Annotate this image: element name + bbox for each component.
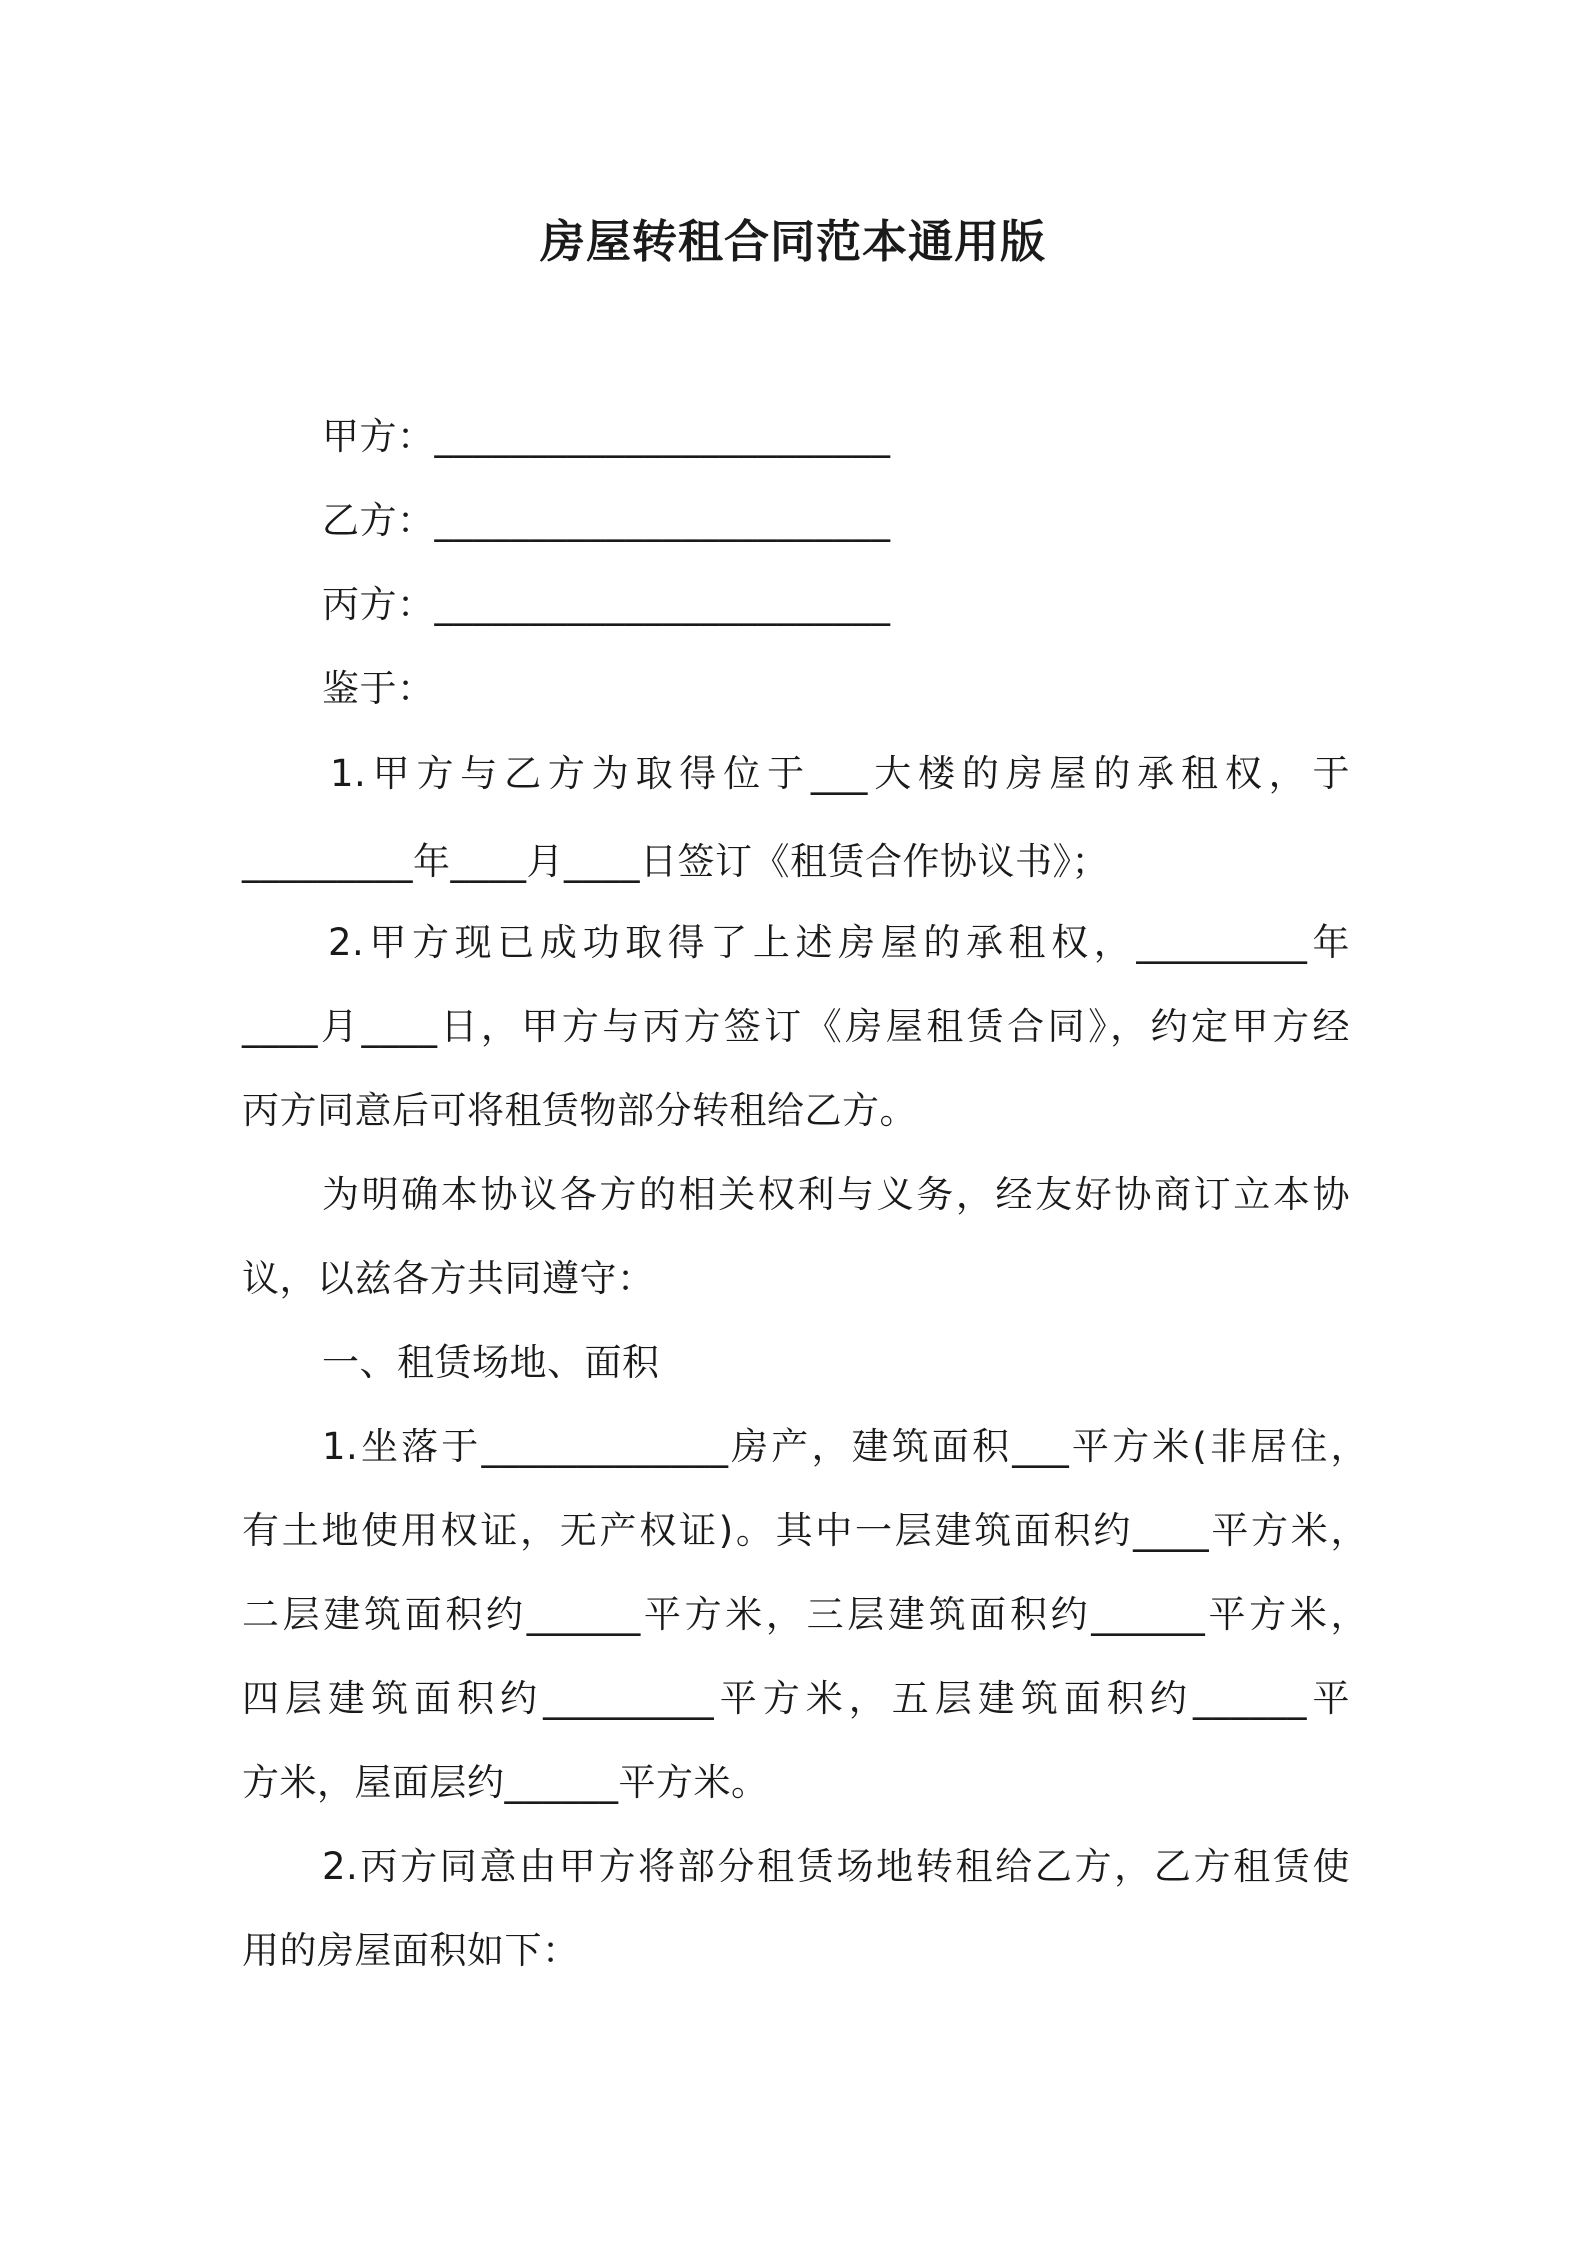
party-b-line: 乙方：________________________ [322, 499, 891, 542]
section1-clause1-line1: 1.坐落于_____________房产，建筑面积___平方米(非居住， [322, 1425, 1368, 1468]
purpose-line2: 议，以兹各方共同遵守： [242, 1257, 655, 1300]
section1-clause1-line4: 四层建筑面积约_________平方米，五层建筑面积约______平 [242, 1677, 1350, 1720]
whereas-item2-line1: 2.甲方现已成功取得了上述房屋的承租权，_________年 [328, 921, 1350, 964]
section1-clause1-line5: 方米，屋面层约______平方米。 [242, 1761, 769, 1804]
document-title: 房屋转租合同范本通用版 [539, 215, 1046, 268]
whereas-item2-line2: ____月____日，甲方与丙方签订《房屋租赁合同》，约定甲方经 [242, 1005, 1350, 1048]
section1-clause1-line2: 有土地使用权证，无产权证)。其中一层建筑面积约____平方米， [242, 1509, 1368, 1552]
section1-clause2-line2: 用的房屋面积如下： [242, 1929, 580, 1972]
section1-heading: 一、租赁场地、面积 [322, 1341, 660, 1384]
party-a-line: 甲方：________________________ [322, 415, 891, 458]
section1-clause1-line3: 二层建筑面积约______平方米，三层建筑面积约______平方米， [242, 1593, 1368, 1636]
whereas-item1-line1: 1.甲方与乙方为取得位于___大楼的房屋的承租权，于 [330, 752, 1350, 795]
purpose-line1: 为明确本协议各方的相关权利与义务，经友好协商订立本协 [322, 1173, 1350, 1216]
whereas-item1-line2: _________年____月____日签订《租赁合作协议书》； [242, 840, 1109, 883]
whereas-item2-line3: 丙方同意后可将租赁物部分转租给乙方。 [242, 1089, 917, 1132]
party-c-line: 丙方：________________________ [322, 583, 891, 626]
section1-clause2-line1: 2.丙方同意由甲方将部分租赁场地转租给乙方，乙方租赁使 [322, 1845, 1350, 1888]
whereas-label: 鉴于： [322, 667, 435, 710]
